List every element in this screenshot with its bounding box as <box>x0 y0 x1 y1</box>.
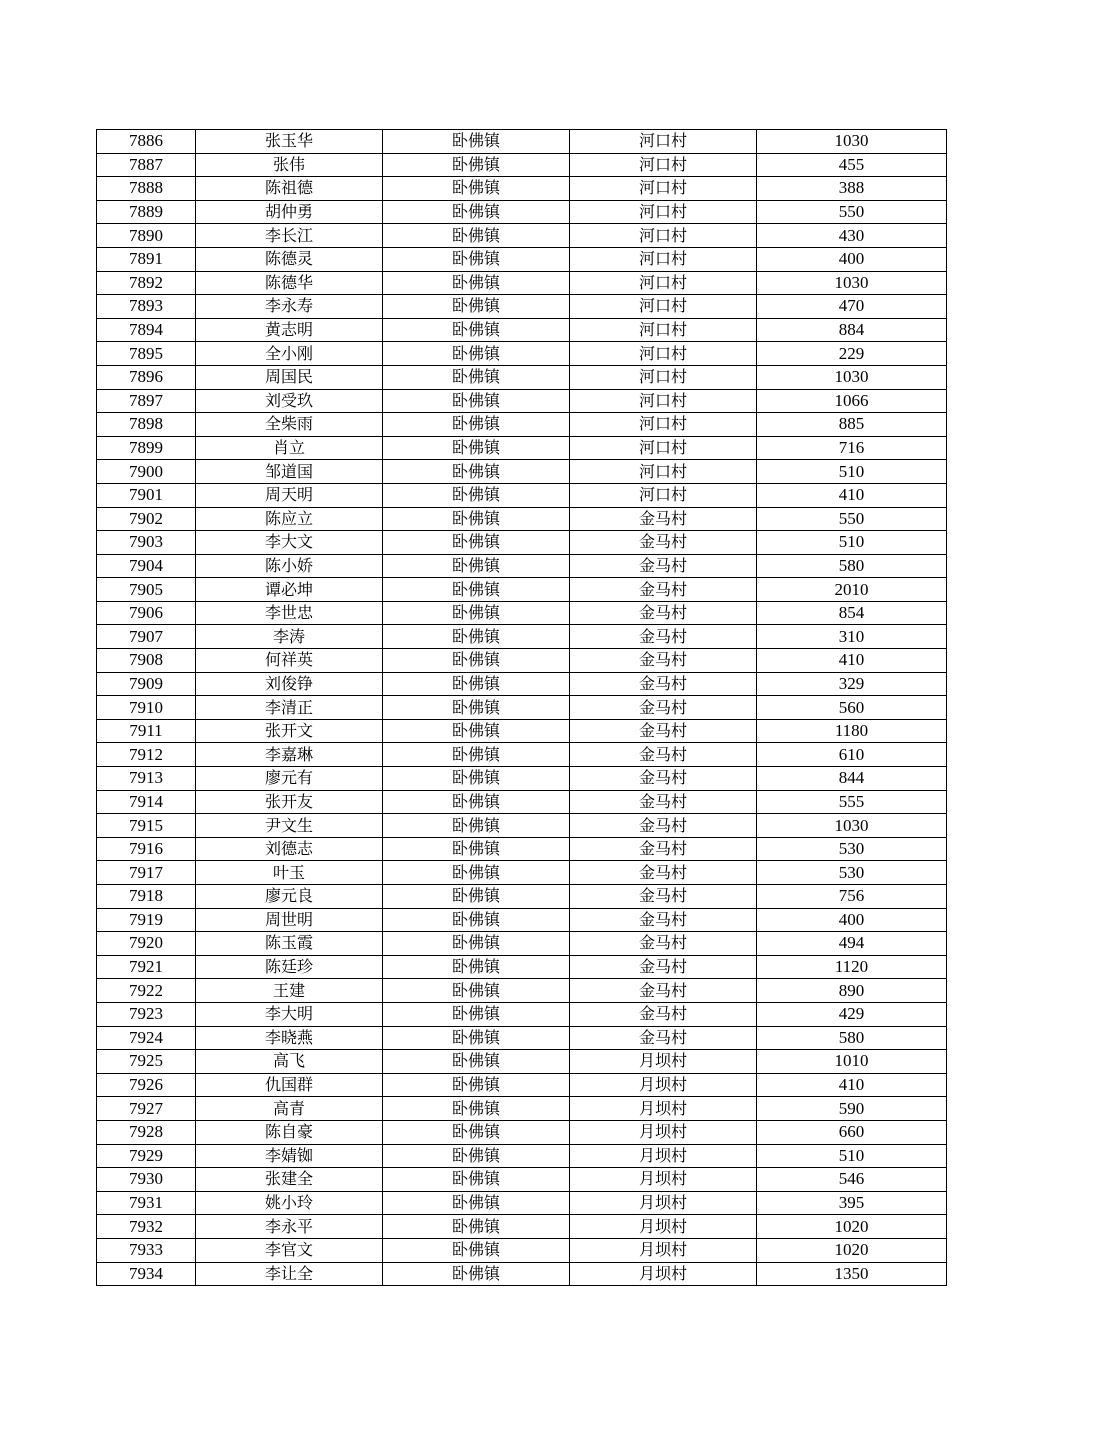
amount-cell: 580 <box>757 554 947 578</box>
amount-cell: 550 <box>757 507 947 531</box>
town-cell: 卧佛镇 <box>383 1097 570 1121</box>
row-number-cell: 7891 <box>97 247 196 271</box>
table-row <box>97 507 947 531</box>
table-row <box>97 413 947 437</box>
town-cell: 卧佛镇 <box>383 200 570 224</box>
name-cell: 周国民 <box>196 365 383 389</box>
name-cell: 李永寿 <box>196 295 383 319</box>
village-cell: 金马村 <box>570 507 757 531</box>
amount-cell: 1030 <box>757 365 947 389</box>
row-number-cell: 7899 <box>97 436 196 460</box>
table-row <box>97 1168 947 1192</box>
town-cell: 卧佛镇 <box>383 1073 570 1097</box>
amount-cell: 854 <box>757 601 947 625</box>
name-cell: 李嘉琳 <box>196 743 383 767</box>
town-cell: 卧佛镇 <box>383 436 570 460</box>
town-cell: 卧佛镇 <box>383 1120 570 1144</box>
row-number-cell: 7897 <box>97 389 196 413</box>
name-cell: 张伟 <box>196 153 383 177</box>
village-cell: 金马村 <box>570 908 757 932</box>
name-cell: 刘俊铮 <box>196 672 383 696</box>
amount-cell: 494 <box>757 932 947 956</box>
town-cell: 卧佛镇 <box>383 389 570 413</box>
name-cell: 张开友 <box>196 790 383 814</box>
table-row <box>97 601 947 625</box>
name-cell: 李清正 <box>196 696 383 720</box>
name-cell: 李涛 <box>196 625 383 649</box>
amount-cell: 395 <box>757 1191 947 1215</box>
village-cell: 河口村 <box>570 460 757 484</box>
table-row <box>97 1050 947 1074</box>
village-cell: 月坝村 <box>570 1050 757 1074</box>
town-cell: 卧佛镇 <box>383 1238 570 1262</box>
table-row <box>97 460 947 484</box>
amount-cell: 510 <box>757 460 947 484</box>
table-row <box>97 625 947 649</box>
row-number-cell: 7920 <box>97 932 196 956</box>
village-cell: 金马村 <box>570 1002 757 1026</box>
name-cell: 李官文 <box>196 1238 383 1262</box>
village-cell: 河口村 <box>570 318 757 342</box>
row-number-cell: 7927 <box>97 1097 196 1121</box>
town-cell: 卧佛镇 <box>383 719 570 743</box>
row-number-cell: 7928 <box>97 1120 196 1144</box>
amount-cell: 1030 <box>757 271 947 295</box>
town-cell: 卧佛镇 <box>383 1050 570 1074</box>
table-row <box>97 130 947 154</box>
name-cell: 李让全 <box>196 1262 383 1286</box>
name-cell: 邹道国 <box>196 460 383 484</box>
table-row <box>97 1238 947 1262</box>
town-cell: 卧佛镇 <box>383 979 570 1003</box>
row-number-cell: 7925 <box>97 1050 196 1074</box>
table-row <box>97 271 947 295</box>
row-number-cell: 7900 <box>97 460 196 484</box>
amount-cell: 546 <box>757 1168 947 1192</box>
name-cell: 陈玉霞 <box>196 932 383 956</box>
table-row <box>97 1073 947 1097</box>
table-row <box>97 1026 947 1050</box>
data-table <box>96 129 947 1286</box>
row-number-cell: 7905 <box>97 578 196 602</box>
table-row <box>97 719 947 743</box>
row-number-cell: 7909 <box>97 672 196 696</box>
name-cell: 刘德志 <box>196 837 383 861</box>
table-row <box>97 436 947 460</box>
amount-cell: 1030 <box>757 814 947 838</box>
table-row <box>97 200 947 224</box>
village-cell: 河口村 <box>570 413 757 437</box>
row-number-cell: 7902 <box>97 507 196 531</box>
village-cell: 金马村 <box>570 672 757 696</box>
town-cell: 卧佛镇 <box>383 814 570 838</box>
village-cell: 金马村 <box>570 885 757 909</box>
amount-cell: 1066 <box>757 389 947 413</box>
amount-cell: 410 <box>757 649 947 673</box>
town-cell: 卧佛镇 <box>383 672 570 696</box>
row-number-cell: 7921 <box>97 955 196 979</box>
name-cell: 尹文生 <box>196 814 383 838</box>
name-cell: 李长江 <box>196 224 383 248</box>
village-cell: 金马村 <box>570 696 757 720</box>
village-cell: 金马村 <box>570 625 757 649</box>
name-cell: 廖元有 <box>196 767 383 791</box>
name-cell: 张建全 <box>196 1168 383 1192</box>
town-cell: 卧佛镇 <box>383 932 570 956</box>
amount-cell: 1020 <box>757 1238 947 1262</box>
village-cell: 金马村 <box>570 837 757 861</box>
amount-cell: 610 <box>757 743 947 767</box>
row-number-cell: 7931 <box>97 1191 196 1215</box>
row-number-cell: 7923 <box>97 1002 196 1026</box>
amount-cell: 1030 <box>757 130 947 154</box>
name-cell: 高青 <box>196 1097 383 1121</box>
name-cell: 周世明 <box>196 908 383 932</box>
name-cell: 刘受玖 <box>196 389 383 413</box>
row-number-cell: 7898 <box>97 413 196 437</box>
amount-cell: 890 <box>757 979 947 1003</box>
name-cell: 陈德灵 <box>196 247 383 271</box>
table-row <box>97 295 947 319</box>
town-cell: 卧佛镇 <box>383 318 570 342</box>
amount-cell: 410 <box>757 483 947 507</box>
table-row <box>97 1120 947 1144</box>
town-cell: 卧佛镇 <box>383 1168 570 1192</box>
table-row <box>97 1097 947 1121</box>
amount-cell: 580 <box>757 1026 947 1050</box>
name-cell: 李世忠 <box>196 601 383 625</box>
table-row <box>97 743 947 767</box>
village-cell: 河口村 <box>570 389 757 413</box>
amount-cell: 388 <box>757 177 947 201</box>
amount-cell: 530 <box>757 861 947 885</box>
town-cell: 卧佛镇 <box>383 767 570 791</box>
table-row <box>97 955 947 979</box>
table-row <box>97 483 947 507</box>
row-number-cell: 7906 <box>97 601 196 625</box>
town-cell: 卧佛镇 <box>383 271 570 295</box>
name-cell: 胡仲勇 <box>196 200 383 224</box>
row-number-cell: 7930 <box>97 1168 196 1192</box>
name-cell: 陈自豪 <box>196 1120 383 1144</box>
amount-cell: 885 <box>757 413 947 437</box>
town-cell: 卧佛镇 <box>383 908 570 932</box>
table-row <box>97 224 947 248</box>
town-cell: 卧佛镇 <box>383 578 570 602</box>
amount-cell: 400 <box>757 247 947 271</box>
table-row <box>97 177 947 201</box>
town-cell: 卧佛镇 <box>383 130 570 154</box>
town-cell: 卧佛镇 <box>383 649 570 673</box>
village-cell: 河口村 <box>570 200 757 224</box>
village-cell: 金马村 <box>570 932 757 956</box>
amount-cell: 329 <box>757 672 947 696</box>
table-row <box>97 318 947 342</box>
table-row <box>97 1262 947 1286</box>
amount-cell: 560 <box>757 696 947 720</box>
row-number-cell: 7918 <box>97 885 196 909</box>
village-cell: 金马村 <box>570 743 757 767</box>
name-cell: 王建 <box>196 979 383 1003</box>
town-cell: 卧佛镇 <box>383 1191 570 1215</box>
name-cell: 张开文 <box>196 719 383 743</box>
village-cell: 月坝村 <box>570 1168 757 1192</box>
name-cell: 何祥英 <box>196 649 383 673</box>
town-cell: 卧佛镇 <box>383 531 570 555</box>
name-cell: 高飞 <box>196 1050 383 1074</box>
town-cell: 卧佛镇 <box>383 625 570 649</box>
amount-cell: 510 <box>757 1144 947 1168</box>
amount-cell: 510 <box>757 531 947 555</box>
amount-cell: 229 <box>757 342 947 366</box>
row-number-cell: 7933 <box>97 1238 196 1262</box>
table-row <box>97 790 947 814</box>
row-number-cell: 7916 <box>97 837 196 861</box>
name-cell: 肖立 <box>196 436 383 460</box>
row-number-cell: 7932 <box>97 1215 196 1239</box>
village-cell: 河口村 <box>570 177 757 201</box>
amount-cell: 1350 <box>757 1262 947 1286</box>
table-row <box>97 1215 947 1239</box>
town-cell: 卧佛镇 <box>383 696 570 720</box>
name-cell: 李大明 <box>196 1002 383 1026</box>
town-cell: 卧佛镇 <box>383 601 570 625</box>
village-cell: 河口村 <box>570 271 757 295</box>
village-cell: 河口村 <box>570 342 757 366</box>
row-number-cell: 7901 <box>97 483 196 507</box>
village-cell: 金马村 <box>570 578 757 602</box>
amount-cell: 430 <box>757 224 947 248</box>
row-number-cell: 7889 <box>97 200 196 224</box>
row-number-cell: 7895 <box>97 342 196 366</box>
name-cell: 全小刚 <box>196 342 383 366</box>
table-row <box>97 1191 947 1215</box>
amount-cell: 310 <box>757 625 947 649</box>
village-cell: 金马村 <box>570 601 757 625</box>
row-number-cell: 7911 <box>97 719 196 743</box>
town-cell: 卧佛镇 <box>383 1002 570 1026</box>
amount-cell: 410 <box>757 1073 947 1097</box>
village-cell: 河口村 <box>570 483 757 507</box>
village-cell: 金马村 <box>570 955 757 979</box>
row-number-cell: 7896 <box>97 365 196 389</box>
village-cell: 河口村 <box>570 436 757 460</box>
amount-cell: 429 <box>757 1002 947 1026</box>
row-number-cell: 7892 <box>97 271 196 295</box>
town-cell: 卧佛镇 <box>383 413 570 437</box>
town-cell: 卧佛镇 <box>383 743 570 767</box>
name-cell: 谭必坤 <box>196 578 383 602</box>
row-number-cell: 7915 <box>97 814 196 838</box>
row-number-cell: 7886 <box>97 130 196 154</box>
village-cell: 月坝村 <box>570 1120 757 1144</box>
name-cell: 李永平 <box>196 1215 383 1239</box>
name-cell: 陈廷珍 <box>196 955 383 979</box>
row-number-cell: 7908 <box>97 649 196 673</box>
row-number-cell: 7894 <box>97 318 196 342</box>
amount-cell: 455 <box>757 153 947 177</box>
row-number-cell: 7890 <box>97 224 196 248</box>
table-row <box>97 767 947 791</box>
table-row <box>97 531 947 555</box>
table-body <box>97 130 947 1286</box>
amount-cell: 844 <box>757 767 947 791</box>
table-row <box>97 1002 947 1026</box>
village-cell: 金马村 <box>570 719 757 743</box>
village-cell: 金马村 <box>570 767 757 791</box>
row-number-cell: 7934 <box>97 1262 196 1286</box>
town-cell: 卧佛镇 <box>383 861 570 885</box>
name-cell: 周天明 <box>196 483 383 507</box>
table-row <box>97 389 947 413</box>
amount-cell: 1020 <box>757 1215 947 1239</box>
village-cell: 河口村 <box>570 130 757 154</box>
amount-cell: 756 <box>757 885 947 909</box>
table-row <box>97 979 947 1003</box>
name-cell: 叶玉 <box>196 861 383 885</box>
village-cell: 金马村 <box>570 979 757 1003</box>
amount-cell: 400 <box>757 908 947 932</box>
table-row <box>97 908 947 932</box>
village-cell: 金马村 <box>570 531 757 555</box>
name-cell: 张玉华 <box>196 130 383 154</box>
town-cell: 卧佛镇 <box>383 342 570 366</box>
amount-cell: 2010 <box>757 578 947 602</box>
name-cell: 陈小娇 <box>196 554 383 578</box>
table-row <box>97 649 947 673</box>
village-cell: 月坝村 <box>570 1097 757 1121</box>
row-number-cell: 7926 <box>97 1073 196 1097</box>
town-cell: 卧佛镇 <box>383 554 570 578</box>
village-cell: 月坝村 <box>570 1191 757 1215</box>
name-cell: 李晓燕 <box>196 1026 383 1050</box>
row-number-cell: 7893 <box>97 295 196 319</box>
town-cell: 卧佛镇 <box>383 177 570 201</box>
row-number-cell: 7912 <box>97 743 196 767</box>
row-number-cell: 7914 <box>97 790 196 814</box>
village-cell: 金马村 <box>570 790 757 814</box>
town-cell: 卧佛镇 <box>383 1262 570 1286</box>
town-cell: 卧佛镇 <box>383 1026 570 1050</box>
village-cell: 河口村 <box>570 153 757 177</box>
amount-cell: 555 <box>757 790 947 814</box>
table-row <box>97 814 947 838</box>
village-cell: 金马村 <box>570 861 757 885</box>
row-number-cell: 7929 <box>97 1144 196 1168</box>
table-row <box>97 932 947 956</box>
name-cell: 李婧铷 <box>196 1144 383 1168</box>
amount-cell: 660 <box>757 1120 947 1144</box>
amount-cell: 590 <box>757 1097 947 1121</box>
row-number-cell: 7887 <box>97 153 196 177</box>
table-row <box>97 365 947 389</box>
amount-cell: 884 <box>757 318 947 342</box>
table-row <box>97 247 947 271</box>
village-cell: 月坝村 <box>570 1215 757 1239</box>
name-cell: 仇国群 <box>196 1073 383 1097</box>
row-number-cell: 7917 <box>97 861 196 885</box>
village-cell: 河口村 <box>570 365 757 389</box>
amount-cell: 1180 <box>757 719 947 743</box>
town-cell: 卧佛镇 <box>383 365 570 389</box>
table-row <box>97 1144 947 1168</box>
village-cell: 河口村 <box>570 247 757 271</box>
village-cell: 金马村 <box>570 1026 757 1050</box>
table-row <box>97 672 947 696</box>
table-row <box>97 885 947 909</box>
town-cell: 卧佛镇 <box>383 483 570 507</box>
town-cell: 卧佛镇 <box>383 153 570 177</box>
table-row <box>97 342 947 366</box>
row-number-cell: 7910 <box>97 696 196 720</box>
village-cell: 金马村 <box>570 814 757 838</box>
table-row <box>97 554 947 578</box>
name-cell: 廖元良 <box>196 885 383 909</box>
row-number-cell: 7907 <box>97 625 196 649</box>
town-cell: 卧佛镇 <box>383 837 570 861</box>
town-cell: 卧佛镇 <box>383 790 570 814</box>
row-number-cell: 7904 <box>97 554 196 578</box>
town-cell: 卧佛镇 <box>383 1215 570 1239</box>
town-cell: 卧佛镇 <box>383 460 570 484</box>
amount-cell: 716 <box>757 436 947 460</box>
table-row <box>97 837 947 861</box>
village-cell: 月坝村 <box>570 1262 757 1286</box>
name-cell: 姚小玲 <box>196 1191 383 1215</box>
amount-cell: 470 <box>757 295 947 319</box>
village-cell: 金马村 <box>570 649 757 673</box>
amount-cell: 1120 <box>757 955 947 979</box>
name-cell: 李大文 <box>196 531 383 555</box>
name-cell: 黄志明 <box>196 318 383 342</box>
village-cell: 河口村 <box>570 295 757 319</box>
village-cell: 河口村 <box>570 224 757 248</box>
town-cell: 卧佛镇 <box>383 955 570 979</box>
town-cell: 卧佛镇 <box>383 1144 570 1168</box>
row-number-cell: 7903 <box>97 531 196 555</box>
amount-cell: 530 <box>757 837 947 861</box>
amount-cell: 1010 <box>757 1050 947 1074</box>
table-row <box>97 153 947 177</box>
amount-cell: 550 <box>757 200 947 224</box>
table-row <box>97 578 947 602</box>
town-cell: 卧佛镇 <box>383 885 570 909</box>
table-row <box>97 696 947 720</box>
town-cell: 卧佛镇 <box>383 507 570 531</box>
town-cell: 卧佛镇 <box>383 247 570 271</box>
village-cell: 月坝村 <box>570 1073 757 1097</box>
town-cell: 卧佛镇 <box>383 295 570 319</box>
village-cell: 金马村 <box>570 554 757 578</box>
name-cell: 陈德华 <box>196 271 383 295</box>
town-cell: 卧佛镇 <box>383 224 570 248</box>
row-number-cell: 7888 <box>97 177 196 201</box>
row-number-cell: 7922 <box>97 979 196 1003</box>
row-number-cell: 7913 <box>97 767 196 791</box>
name-cell: 陈应立 <box>196 507 383 531</box>
row-number-cell: 7919 <box>97 908 196 932</box>
row-number-cell: 7924 <box>97 1026 196 1050</box>
table-row <box>97 861 947 885</box>
name-cell: 全柴雨 <box>196 413 383 437</box>
village-cell: 月坝村 <box>570 1144 757 1168</box>
village-cell: 月坝村 <box>570 1238 757 1262</box>
name-cell: 陈祖德 <box>196 177 383 201</box>
